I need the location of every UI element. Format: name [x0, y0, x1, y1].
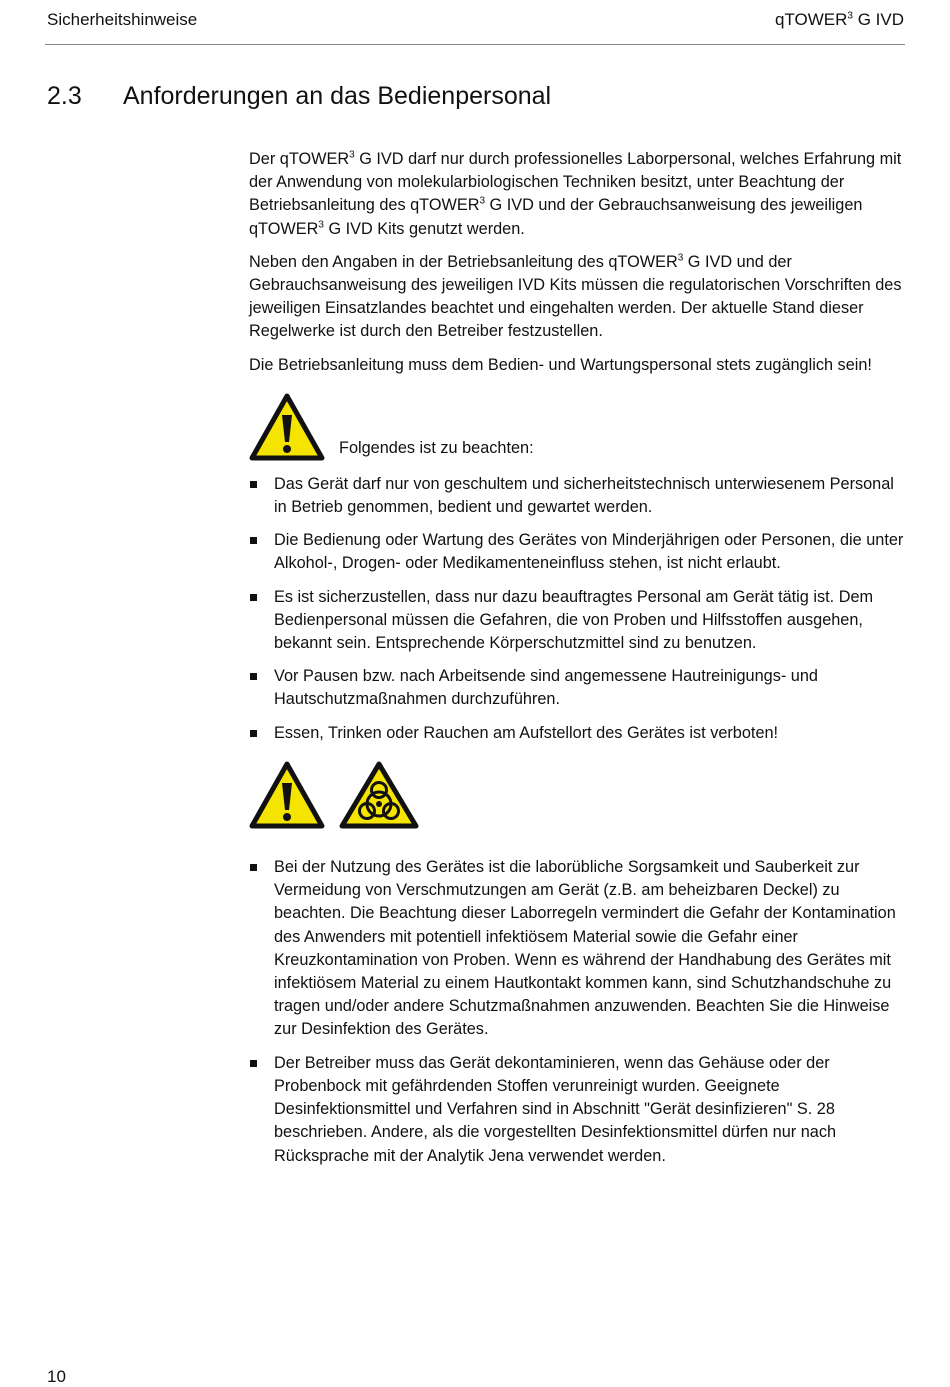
main-content: [249, 148, 905, 1178]
paragraph-availability: Die Betriebsanleitung muss dem Bedien- und Wartungspersonal stets zugänglich sein!: [249, 355, 872, 374]
list-item: Die Bedienung oder Wartung des Gerätes von Minderjährigen oder Personen, die unter Alkohol-, Drogen- oder Medikamenteneinfluss stehen, ist nicht erlaubt.: [249, 529, 905, 575]
section-heading: [47, 82, 551, 111]
list-item: Der Betreiber muss das Gerät dekontaminieren, wenn das Gehäuse oder der Probenbock mit gefährdenden Stoffen verunreinigt wurden. Geeignete Desinfektionsmittel und Verfahren sind in Abschnitt "Gerät desinfizieren" S. 28 beschrieben. Andere, als die vorgestellten Desinfektionsmittel dürfen nur nach Rücksprache mit der Analytik Jena verwendet werden.: [249, 1052, 905, 1168]
superscript: 3: [479, 195, 486, 207]
text-run: Neben den Angaben in der Betriebsanleitung des qTOWER: [249, 252, 678, 271]
biohazard-icon: [339, 761, 419, 836]
header-divider: [45, 44, 905, 45]
product-superscript: 3: [847, 10, 853, 22]
warning-label: Folgendes ist zu beachten:: [339, 438, 534, 457]
superscript: 3: [318, 219, 324, 231]
warning-triangle-icon: [249, 393, 325, 461]
list-item: Vor Pausen bzw. nach Arbeitsende sind angemessene Hautreinigungs- und Hautschutzmaßnahmen durchzuführen.: [249, 665, 905, 711]
superscript: 3: [677, 252, 684, 264]
text-run: Der qTOWER: [249, 150, 350, 168]
paragraph-intro: [249, 148, 905, 241]
text-run: G IVD darf nur durch professionelles Laborpersonal, welches Erfahrung mit der Anwendung von molekularbiologischen Techniken besitzt, unter Beachtung der Betriebsanleitung des qTOWER: [249, 150, 902, 215]
page-number: 10: [47, 1367, 66, 1386]
text-run: G IVD Kits genutzt werden.: [323, 219, 525, 238]
paragraph-regulations: [249, 251, 905, 344]
running-header-product: [775, 10, 904, 30]
running-header-section: Sicherheitshinweise: [47, 10, 198, 29]
text-run: G IVD und der Gebrauchsanweisung des jeweiligen IVD Kits müssen die regulatorischen Vorschriften des jeweiligen Einsatzlandes beachtet und eingehalten werden. Der aktuelle Stand dieser Regelwerke ist durch den Betreiber festzustellen.: [249, 252, 902, 341]
list-item: Es ist sicherzustellen, dass nur dazu beauftragtes Personal am Gerät tätig ist. Dem Bedienpersonal müssen die Gefahren, die von Proben und Hilfsstoffen ausgehen, bekannt sein. Entsprechende Körperschutzmittel sind zu benutzen.: [249, 586, 905, 656]
hazard-icons: [249, 761, 905, 836]
section-number: 2.3: [47, 82, 82, 110]
warning-block: [249, 391, 905, 461]
list-item: Das Gerät darf nur von geschultem und sicherheitstechnisch unterwiesenem Personal in Betrieb genommen, bedient und gewartet werden.: [249, 473, 905, 519]
text-run: G IVD und der Gebrauchsanweisung des jeweiligen qTOWER: [249, 196, 863, 238]
list-item: Essen, Trinken oder Rauchen am Aufstellort des Gerätes ist verboten!: [249, 722, 905, 745]
product-name: qTOWER: [775, 10, 848, 29]
superscript: 3: [349, 149, 355, 161]
precautions-list: [249, 473, 905, 745]
hygiene-list: [249, 856, 905, 1168]
list-item: Bei der Nutzung des Gerätes ist die laborübliche Sorgsamkeit und Sauberkeit zur Vermeidung von Verschmutzungen am Gerät (z.B. am beheizbaren Deckel) zu beachten. Die Beachtung dieser Laborregeln vermindert die Gefahr der Kontamination des Anwenders mit potentiell infektiösem Material sowie die Gefahr einer Kreuzkontamination von Proben. Wenn es während der Handhabung des Gerätes mit infektiösem Material zu einem Hautkontakt kommen kann, sind Schutzhandschuhe zu tragen und/oder andere Schutzmaßnahmen anzuwenden. Beachten Sie die Hinweise zur Desinfektion des Gerätes.: [249, 856, 905, 1042]
section-title: Anforderungen an das Bedienpersonal: [123, 82, 552, 110]
product-suffix: G IVD: [852, 10, 904, 29]
warning-triangle-icon: [249, 761, 325, 836]
